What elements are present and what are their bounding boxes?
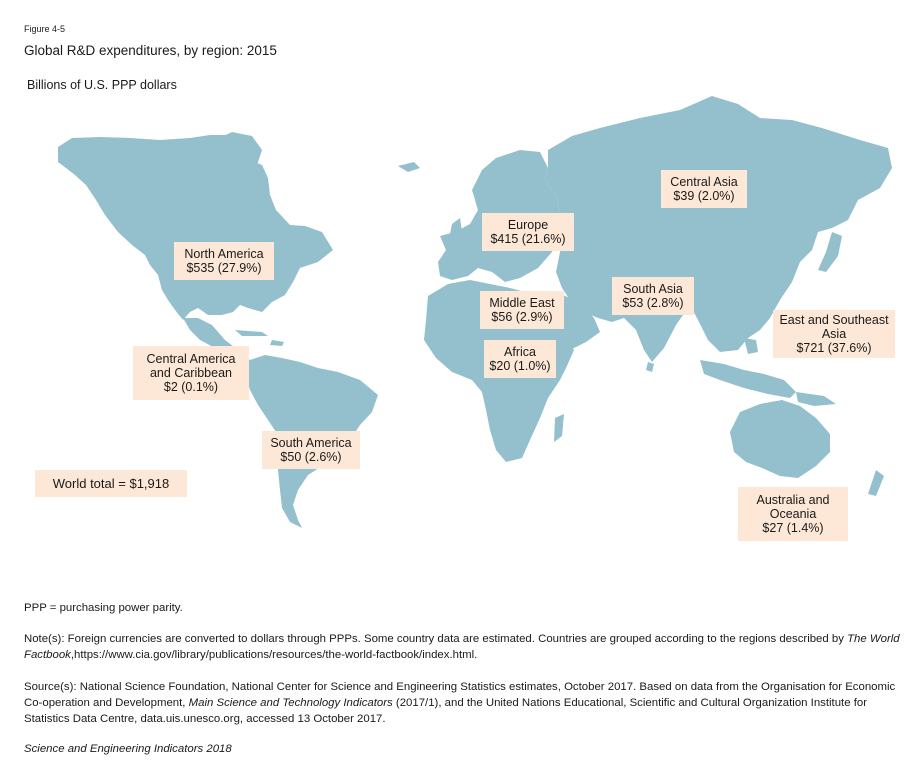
north-america-landmass — [58, 135, 333, 320]
sri-lanka-landmass — [646, 362, 654, 372]
note-text-1: Note(s): Foreign currencies are converted to dollars through PPPs. Some country data are estimated. Countries are grouped according to the regions described by — [24, 633, 848, 645]
australia-oceania-label — [738, 487, 848, 541]
middle-east-label — [480, 291, 564, 329]
middle-east-name: Middle East — [489, 296, 555, 310]
central-asia-name: Central Asia — [670, 175, 738, 189]
south-asia-name: South Asia — [623, 282, 683, 296]
central-asia-label — [661, 170, 747, 208]
east-southeast-asia-name-line2: Asia — [821, 327, 847, 341]
central-america-name-line2: and Caribbean — [149, 366, 232, 380]
east-southeast-asia-label — [773, 310, 895, 358]
new-guinea-landmass — [796, 392, 836, 406]
ppp-footnote: PPP = purchasing power parity. — [24, 602, 183, 614]
south-america-value: $50 (2.6%) — [280, 450, 342, 464]
note-text-italic: The World Factbook — [24, 633, 900, 661]
europe-value: $415 (21.6%) — [490, 232, 566, 246]
unit-label: Billions of U.S. PPP dollars — [27, 78, 177, 92]
africa-label — [484, 340, 556, 378]
south-asia-value: $53 (2.8%) — [622, 296, 684, 310]
australia-oceania-value: $27 (1.4%) — [762, 521, 824, 535]
middle-east-value: $56 (2.9%) — [491, 310, 553, 324]
new-zealand-landmass — [868, 470, 884, 496]
source-text-2: (2017/1), and the United Nations Educational, Scientific and Cultural Organization Institute for Statistics Data Centre, data.uis.unesco.org, accessed 13 October 2017. — [24, 697, 867, 725]
north-america-name: North America — [184, 247, 264, 261]
europe-name: Europe — [507, 218, 549, 232]
africa-value: $20 (1.0%) — [489, 359, 551, 373]
publication-credit: Science and Engineering Indicators 2018 — [24, 743, 232, 755]
source-footnote — [24, 679, 904, 727]
source-text-italic: Main Science and Technology Indicators — [188, 697, 393, 709]
note-footnote — [24, 631, 904, 663]
source-text-1: Source(s): National Science Foundation, National Center for Science and Engineering Statistics estimates, October 2017. Based on data from the Organisation for Economic Co-operation and Development, — [24, 681, 896, 709]
central-america-label — [133, 346, 249, 400]
figure-label: Figure 4-5 — [24, 24, 66, 34]
south-asia-label — [612, 277, 694, 315]
australia-oceania-name-line1: Australia and — [756, 493, 830, 507]
central-america-value: $2 (0.1%) — [163, 380, 219, 394]
iceland-landmass — [398, 162, 420, 172]
north-america-label — [174, 242, 274, 280]
madagascar-landmass — [554, 414, 564, 442]
south-america-label — [262, 431, 360, 469]
east-southeast-asia-name-line1: East and Southeast — [779, 313, 889, 327]
caribbean-islands — [235, 330, 284, 346]
south-america-name: South America — [270, 436, 352, 450]
world-total-label: World total = $1,918 — [35, 470, 187, 497]
east-southeast-asia-value: $721 (37.6%) — [796, 341, 872, 355]
australia-landmass — [730, 400, 830, 478]
north-america-value: $535 (27.9%) — [186, 261, 262, 275]
europe-label — [482, 213, 574, 251]
africa-name: Africa — [504, 345, 536, 359]
central-america-name-line1: Central America — [146, 352, 236, 366]
note-text-2: ,https://www.cia.gov/library/publications/resources/the-world-factbook/index.html. — [70, 649, 478, 661]
map-title: Global R&D expenditures, by region: 2015 — [24, 43, 277, 58]
australia-oceania-name-line2: Oceania — [769, 507, 817, 521]
central-asia-value: $39 (2.0%) — [673, 189, 735, 203]
japan-landmass — [818, 232, 842, 272]
